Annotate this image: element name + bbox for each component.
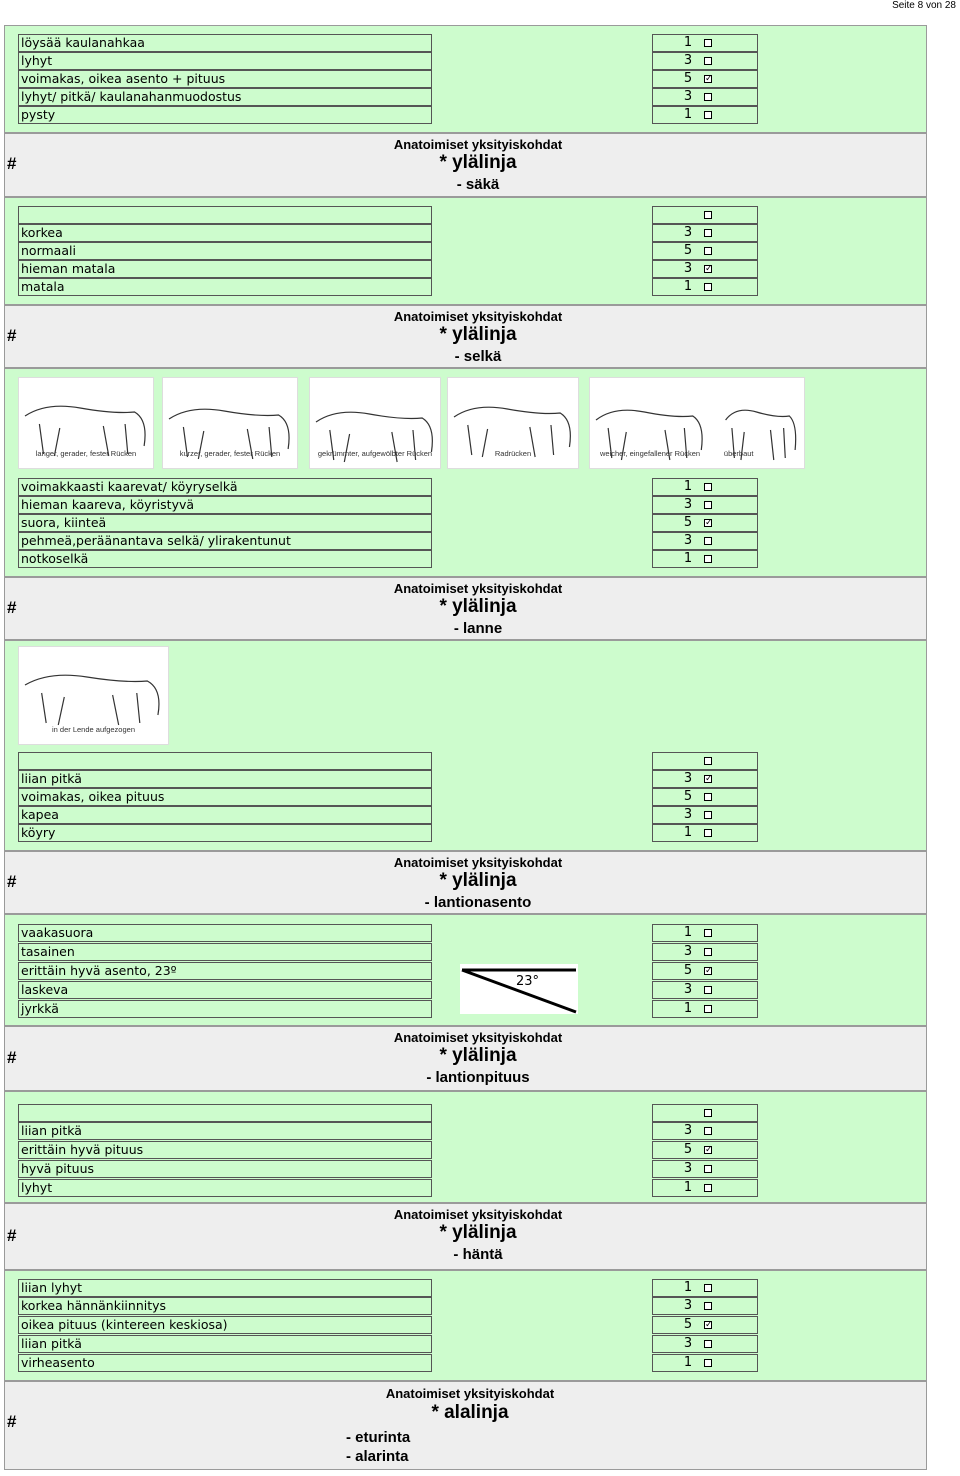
score-checkbox[interactable] bbox=[704, 1127, 712, 1135]
score-value: 1 bbox=[683, 1180, 693, 1195]
criteria-label: liian pitkä bbox=[18, 1335, 432, 1353]
criteria-label: vaakasuora bbox=[18, 924, 432, 942]
section-header bbox=[4, 305, 927, 368]
score-checkbox[interactable] bbox=[704, 1340, 712, 1348]
criteria-label bbox=[18, 206, 432, 224]
section-header bbox=[4, 851, 927, 914]
score-row[interactable] bbox=[652, 824, 758, 842]
score-row[interactable] bbox=[652, 88, 758, 106]
criteria-label: oikea pituus (kintereen keskiosa) bbox=[18, 1316, 432, 1334]
section-subtitle: - lantionasento bbox=[424, 894, 532, 911]
section-subtitle: - eturinta bbox=[346, 1429, 411, 1446]
score-value: 1 bbox=[683, 1001, 693, 1016]
score-checkbox[interactable] bbox=[704, 948, 712, 956]
score-checkbox[interactable] bbox=[704, 811, 712, 819]
score-row[interactable] bbox=[652, 924, 758, 942]
score-checkbox[interactable] bbox=[704, 1302, 712, 1310]
score-value: 1 bbox=[683, 479, 693, 494]
criteria-label: hieman matala bbox=[18, 260, 432, 278]
illustration-caption: überbaut bbox=[723, 449, 754, 458]
criteria-label: hieman kaareva, köyristyvä bbox=[18, 496, 432, 514]
score-checkbox[interactable] bbox=[704, 1165, 712, 1173]
score-row[interactable] bbox=[652, 1122, 758, 1140]
score-checkbox[interactable]: ✓ bbox=[705, 774, 713, 784]
score-checkbox[interactable] bbox=[704, 93, 712, 101]
criteria-label: virheasento bbox=[18, 1354, 432, 1372]
score-value: 3 bbox=[683, 225, 693, 240]
score-value: 3 bbox=[683, 1336, 693, 1351]
dog-topline-illustration bbox=[589, 377, 805, 469]
score-value: 5 bbox=[683, 1317, 693, 1332]
hash-marker: # bbox=[7, 1047, 17, 1067]
score-value: 1 bbox=[683, 279, 693, 294]
illustration-caption: in der Lende aufgezogen bbox=[52, 725, 135, 734]
score-value: 1 bbox=[683, 925, 693, 940]
score-row[interactable] bbox=[652, 981, 758, 999]
score-value: 3 bbox=[683, 497, 693, 512]
score-value: 1 bbox=[683, 1280, 693, 1295]
score-value: 3 bbox=[683, 53, 693, 68]
criteria-label: hyvä pituus bbox=[18, 1160, 432, 1178]
score-value: 1 bbox=[683, 551, 693, 566]
score-value: 3 bbox=[683, 1298, 693, 1313]
criteria-label: voimakas, oikea asento + pituus bbox=[18, 70, 432, 88]
score-checkbox[interactable] bbox=[704, 555, 712, 563]
criteria-label: voimakkaasti kaarevat/ köyryselkä bbox=[18, 478, 432, 496]
score-row[interactable] bbox=[652, 1179, 758, 1197]
score-row[interactable] bbox=[652, 1316, 758, 1334]
score-checkbox[interactable]: ✓ bbox=[705, 1320, 713, 1330]
score-value: 3 bbox=[683, 982, 693, 997]
score-value: 1 bbox=[683, 107, 693, 122]
score-value: 3 bbox=[683, 807, 693, 822]
score-row[interactable] bbox=[652, 70, 758, 88]
criteria-label: jyrkkä bbox=[18, 1000, 432, 1018]
score-checkbox[interactable] bbox=[704, 1005, 712, 1013]
criteria-label: lyhyt bbox=[18, 1179, 432, 1197]
section-header bbox=[4, 1026, 927, 1091]
criteria-label: kapea bbox=[18, 806, 432, 824]
hash-marker: # bbox=[7, 597, 17, 617]
score-row[interactable] bbox=[652, 496, 758, 514]
score-value: 3 bbox=[683, 1161, 693, 1176]
section-header bbox=[4, 1203, 927, 1270]
score-checkbox[interactable]: ✓ bbox=[705, 966, 713, 976]
score-value: 3 bbox=[683, 261, 693, 276]
score-row[interactable] bbox=[652, 34, 758, 52]
score-checkbox[interactable] bbox=[704, 929, 712, 937]
section-subtitle: - alarinta bbox=[346, 1448, 409, 1465]
section-title: * ylälinja bbox=[439, 870, 517, 891]
score-checkbox[interactable] bbox=[704, 211, 712, 219]
section-header bbox=[4, 577, 927, 640]
criteria-label: suora, kiinteä bbox=[18, 514, 432, 532]
score-checkbox[interactable]: ✓ bbox=[705, 264, 713, 274]
score-checkbox[interactable] bbox=[704, 483, 712, 491]
hash-marker: # bbox=[7, 871, 17, 891]
criteria-label: korkea hännänkiinnitys bbox=[18, 1297, 432, 1315]
illustration-caption: langer, gerader, fester Rücken bbox=[35, 449, 137, 458]
score-row[interactable] bbox=[652, 1141, 758, 1159]
criteria-label: erittäin hyvä asento, 23º bbox=[18, 962, 432, 980]
score-row[interactable] bbox=[652, 532, 758, 550]
criteria-label: lyhyt bbox=[18, 52, 432, 70]
angle-label: 23° bbox=[516, 974, 540, 989]
hash-marker: # bbox=[7, 154, 17, 173]
criteria-label bbox=[18, 752, 432, 770]
score-value: 3 bbox=[683, 1123, 693, 1138]
score-row[interactable] bbox=[652, 1160, 758, 1178]
hash-marker: # bbox=[7, 325, 17, 345]
dog-outline bbox=[25, 675, 159, 725]
criteria-label: liian lyhyt bbox=[18, 1279, 432, 1297]
illustration-caption: Radrücken bbox=[494, 449, 532, 458]
score-value: 3 bbox=[683, 533, 693, 548]
anatomical-details-heading: Anatoimiset yksityiskohdat bbox=[385, 1386, 555, 1401]
dog-topline-illustration bbox=[18, 377, 154, 469]
section-title: * ylälinja bbox=[439, 152, 517, 173]
section-subtitle: - selkä bbox=[454, 348, 502, 365]
score-checkbox[interactable] bbox=[704, 111, 712, 119]
score-row[interactable] bbox=[652, 278, 758, 296]
score-row[interactable] bbox=[652, 260, 758, 278]
anatomical-details-heading: Anatoimiset yksityiskohdat bbox=[393, 1207, 563, 1222]
score-checkbox[interactable] bbox=[704, 986, 712, 994]
score-checkbox[interactable] bbox=[704, 283, 712, 291]
anatomical-details-heading: Anatoimiset yksityiskohdat bbox=[393, 137, 563, 152]
score-checkbox[interactable] bbox=[704, 793, 712, 801]
score-checkbox[interactable] bbox=[704, 757, 712, 765]
criteria-label: pysty bbox=[18, 106, 432, 124]
score-checkbox[interactable] bbox=[704, 1284, 712, 1292]
anatomical-details-heading: Anatoimiset yksityiskohdat bbox=[393, 309, 563, 324]
criteria-label: liian pitkä bbox=[18, 770, 432, 788]
criteria-label: tasainen bbox=[18, 943, 432, 961]
section-subtitle: - lantionpituus bbox=[426, 1069, 530, 1086]
score-checkbox[interactable] bbox=[704, 501, 712, 509]
page-number: Seite 8 von 28 bbox=[892, 0, 956, 11]
dog-topline-illustration bbox=[18, 646, 169, 745]
score-row[interactable] bbox=[652, 550, 758, 568]
score-row[interactable] bbox=[652, 52, 758, 70]
score-checkbox[interactable] bbox=[704, 537, 712, 545]
score-checkbox[interactable] bbox=[704, 247, 712, 255]
section-subtitle: - lanne bbox=[453, 620, 503, 637]
hash-marker: # bbox=[7, 1225, 17, 1245]
score-row[interactable] bbox=[652, 242, 758, 260]
score-row[interactable] bbox=[652, 752, 758, 770]
score-checkbox[interactable]: ✓ bbox=[705, 74, 713, 84]
criteria-label: löysää kaulanahkaa bbox=[18, 34, 432, 52]
score-value: 1 bbox=[683, 825, 693, 840]
criteria-label: pehmeä,peräänantava selkä/ ylirakentunut bbox=[18, 532, 432, 550]
score-checkbox[interactable] bbox=[704, 39, 712, 47]
score-row[interactable] bbox=[652, 770, 758, 788]
criteria-label: matala bbox=[18, 278, 432, 296]
score-row[interactable] bbox=[652, 962, 758, 980]
section-title: * ylälinja bbox=[439, 324, 517, 345]
score-value: 1 bbox=[683, 35, 693, 50]
dog-topline-illustration bbox=[309, 377, 441, 469]
criteria-label: notkoselkä bbox=[18, 550, 432, 568]
dog-topline-illustration bbox=[447, 377, 579, 469]
section-subtitle: - häntä bbox=[453, 1246, 503, 1263]
score-value: 5 bbox=[683, 71, 693, 86]
section-header bbox=[4, 1381, 927, 1470]
score-value: 5 bbox=[683, 243, 693, 258]
section-title: * ylälinja bbox=[439, 1222, 517, 1243]
illustration-caption: gekrümmter, aufgewölbter Rücken bbox=[317, 449, 433, 458]
criteria-label: liian pitkä bbox=[18, 1122, 432, 1140]
score-checkbox[interactable] bbox=[704, 229, 712, 237]
illustration-caption: weicher, eingefallener Rücken bbox=[600, 449, 701, 458]
score-row[interactable] bbox=[652, 206, 758, 224]
score-value: 3 bbox=[683, 89, 693, 104]
score-row[interactable] bbox=[652, 806, 758, 824]
anatomical-details-heading: Anatoimiset yksityiskohdat bbox=[393, 855, 563, 870]
criteria-label: lyhyt/ pitkä/ kaulanahanmuodostus bbox=[18, 88, 432, 106]
score-row[interactable] bbox=[652, 943, 758, 961]
section-title: * ylälinja bbox=[439, 1045, 517, 1066]
score-checkbox[interactable]: ✓ bbox=[705, 518, 713, 528]
score-checkbox[interactable]: ✓ bbox=[705, 1145, 713, 1155]
score-value: 5 bbox=[683, 789, 693, 804]
score-row[interactable] bbox=[652, 1279, 758, 1297]
section-subtitle: - säkä bbox=[456, 176, 500, 193]
criteria-label bbox=[18, 1104, 432, 1122]
score-row[interactable] bbox=[652, 1000, 758, 1018]
section-header bbox=[4, 133, 927, 197]
score-row[interactable] bbox=[652, 1335, 758, 1353]
score-value: 3 bbox=[683, 944, 693, 959]
illustration-caption: kurzer, gerader, fester Rücken bbox=[179, 449, 281, 458]
score-checkbox[interactable] bbox=[704, 1359, 712, 1367]
angle-lines bbox=[460, 964, 578, 1014]
score-checkbox[interactable] bbox=[704, 1109, 712, 1117]
hash-marker: # bbox=[7, 1412, 17, 1431]
criteria-label: normaali bbox=[18, 242, 432, 260]
criteria-label: köyry bbox=[18, 824, 432, 842]
anatomical-details-heading: Anatoimiset yksityiskohdat bbox=[393, 581, 563, 596]
section-title: * alalinja bbox=[431, 1402, 509, 1423]
pelvis-angle-diagram bbox=[460, 964, 578, 1014]
score-row[interactable] bbox=[652, 788, 758, 806]
score-row[interactable] bbox=[652, 1354, 758, 1372]
score-row[interactable] bbox=[652, 106, 758, 124]
score-value: 3 bbox=[683, 771, 693, 786]
score-row[interactable] bbox=[652, 478, 758, 496]
score-row[interactable] bbox=[652, 1297, 758, 1315]
criteria-label: erittäin hyvä pituus bbox=[18, 1141, 432, 1159]
score-checkbox[interactable] bbox=[704, 57, 712, 65]
criteria-label: korkea bbox=[18, 224, 432, 242]
anatomical-details-heading: Anatoimiset yksityiskohdat bbox=[393, 1030, 563, 1045]
score-row[interactable] bbox=[652, 224, 758, 242]
score-checkbox[interactable] bbox=[704, 829, 712, 837]
score-value: 5 bbox=[683, 515, 693, 530]
dog-topline-illustration bbox=[162, 377, 298, 469]
score-value: 1 bbox=[683, 1355, 693, 1370]
criteria-label: voimakas, oikea pituus bbox=[18, 788, 432, 806]
section-title: * ylälinja bbox=[439, 596, 517, 617]
score-checkbox[interactable] bbox=[704, 1184, 712, 1192]
score-row[interactable] bbox=[652, 514, 758, 532]
score-value: 5 bbox=[683, 963, 693, 978]
score-value: 5 bbox=[683, 1142, 693, 1157]
criteria-label: laskeva bbox=[18, 981, 432, 999]
score-row[interactable] bbox=[652, 1104, 758, 1122]
